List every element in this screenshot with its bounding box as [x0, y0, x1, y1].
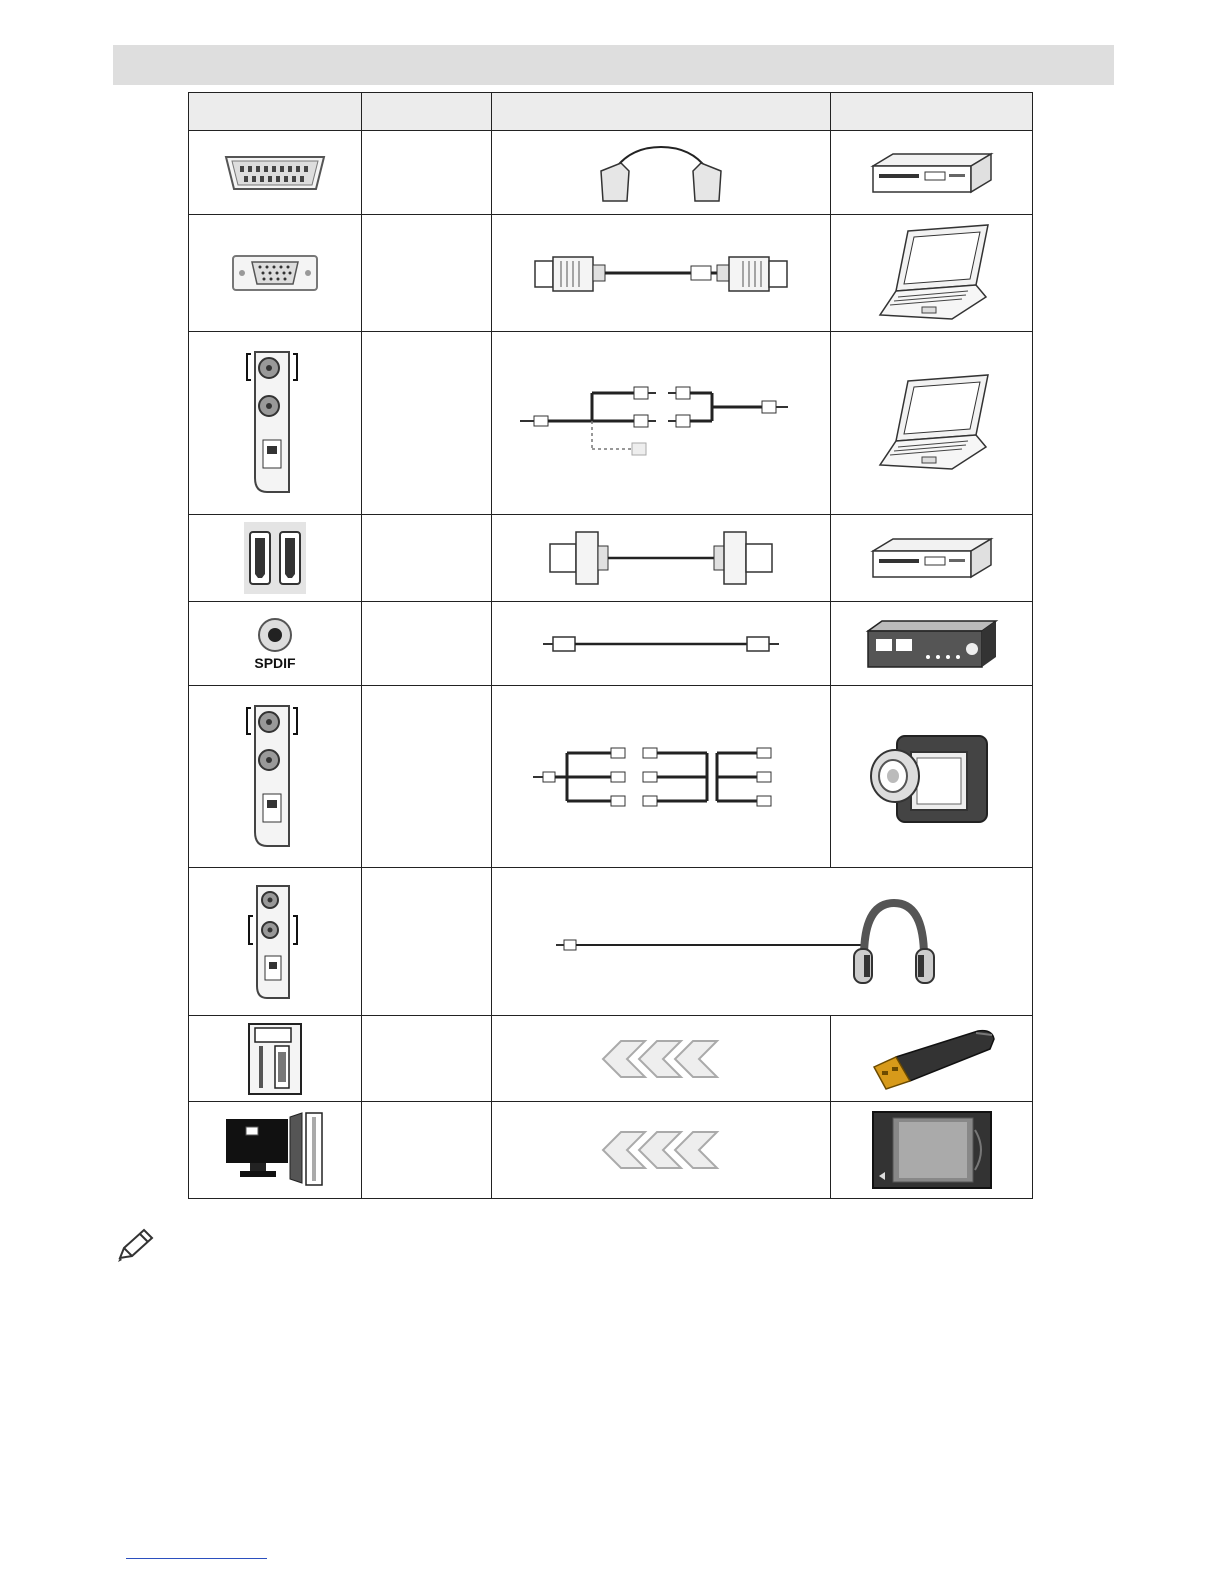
- usb-port-icon: [189, 1016, 362, 1102]
- cam-module-icon: [831, 1102, 1033, 1199]
- side-av-audio-port-icon: [189, 332, 362, 515]
- insert-arrows-icon: [492, 1016, 831, 1102]
- spdif-port-icon: [255, 617, 295, 653]
- connection-type-label: [362, 686, 492, 868]
- insert-arrows-icon: [492, 1102, 831, 1199]
- side-av-port-icon: [189, 686, 362, 868]
- connections-table: [188, 92, 1033, 1199]
- scart-cable-icon: [492, 131, 831, 215]
- spdif-port-cell: [189, 602, 362, 686]
- table-row: [189, 868, 1033, 1016]
- pencil-note-icon: [114, 1228, 154, 1264]
- pc-audio-cable-icon: [492, 332, 831, 515]
- table-row: [189, 602, 1033, 686]
- dvd-player-icon: [831, 515, 1033, 602]
- av-cable-icon: [492, 686, 831, 868]
- connection-type-label: [362, 1102, 492, 1199]
- headphone-port-icon: [189, 868, 362, 1016]
- connection-type-label: [362, 332, 492, 515]
- coaxial-cable-icon: [492, 602, 831, 686]
- footer-link-underline: [126, 1558, 267, 1559]
- connection-type-label: [362, 215, 492, 332]
- hdmi-cable-icon: [492, 515, 831, 602]
- table-row: [189, 686, 1033, 868]
- table-row: [189, 215, 1033, 332]
- table-row: [189, 1016, 1033, 1102]
- vga-cable-icon: [492, 215, 831, 332]
- ci-slot-icon: [189, 1102, 362, 1199]
- camcorder-icon: [831, 686, 1033, 868]
- spdif-label: SPDIF: [254, 654, 296, 671]
- hdmi-ports-icon: [189, 515, 362, 602]
- table-row: [189, 1102, 1033, 1199]
- connection-type-label: [362, 131, 492, 215]
- connection-type-label: [362, 602, 492, 686]
- connection-type-label: [362, 868, 492, 1016]
- section-header-bar: [113, 45, 1114, 85]
- column-header-device: [831, 93, 1033, 131]
- dvd-player-icon: [831, 131, 1033, 215]
- laptop-icon: [831, 215, 1033, 332]
- table-header-row: [189, 93, 1033, 131]
- connection-type-label: [362, 1016, 492, 1102]
- column-header-connector: [189, 93, 362, 131]
- laptop-icon: [831, 332, 1033, 515]
- vga-port-icon: [189, 215, 362, 332]
- column-header-cable: [492, 93, 831, 131]
- amplifier-icon: [831, 602, 1033, 686]
- headphones-icon: [542, 897, 982, 987]
- table-row: [189, 515, 1033, 602]
- table-row: [189, 131, 1033, 215]
- connection-type-label: [362, 515, 492, 602]
- table-row: [189, 332, 1033, 515]
- usb-stick-icon: [831, 1016, 1033, 1102]
- column-header-type: [362, 93, 492, 131]
- scart-port-icon: [189, 131, 362, 215]
- headphone-cable-and-device: [492, 868, 1033, 1016]
